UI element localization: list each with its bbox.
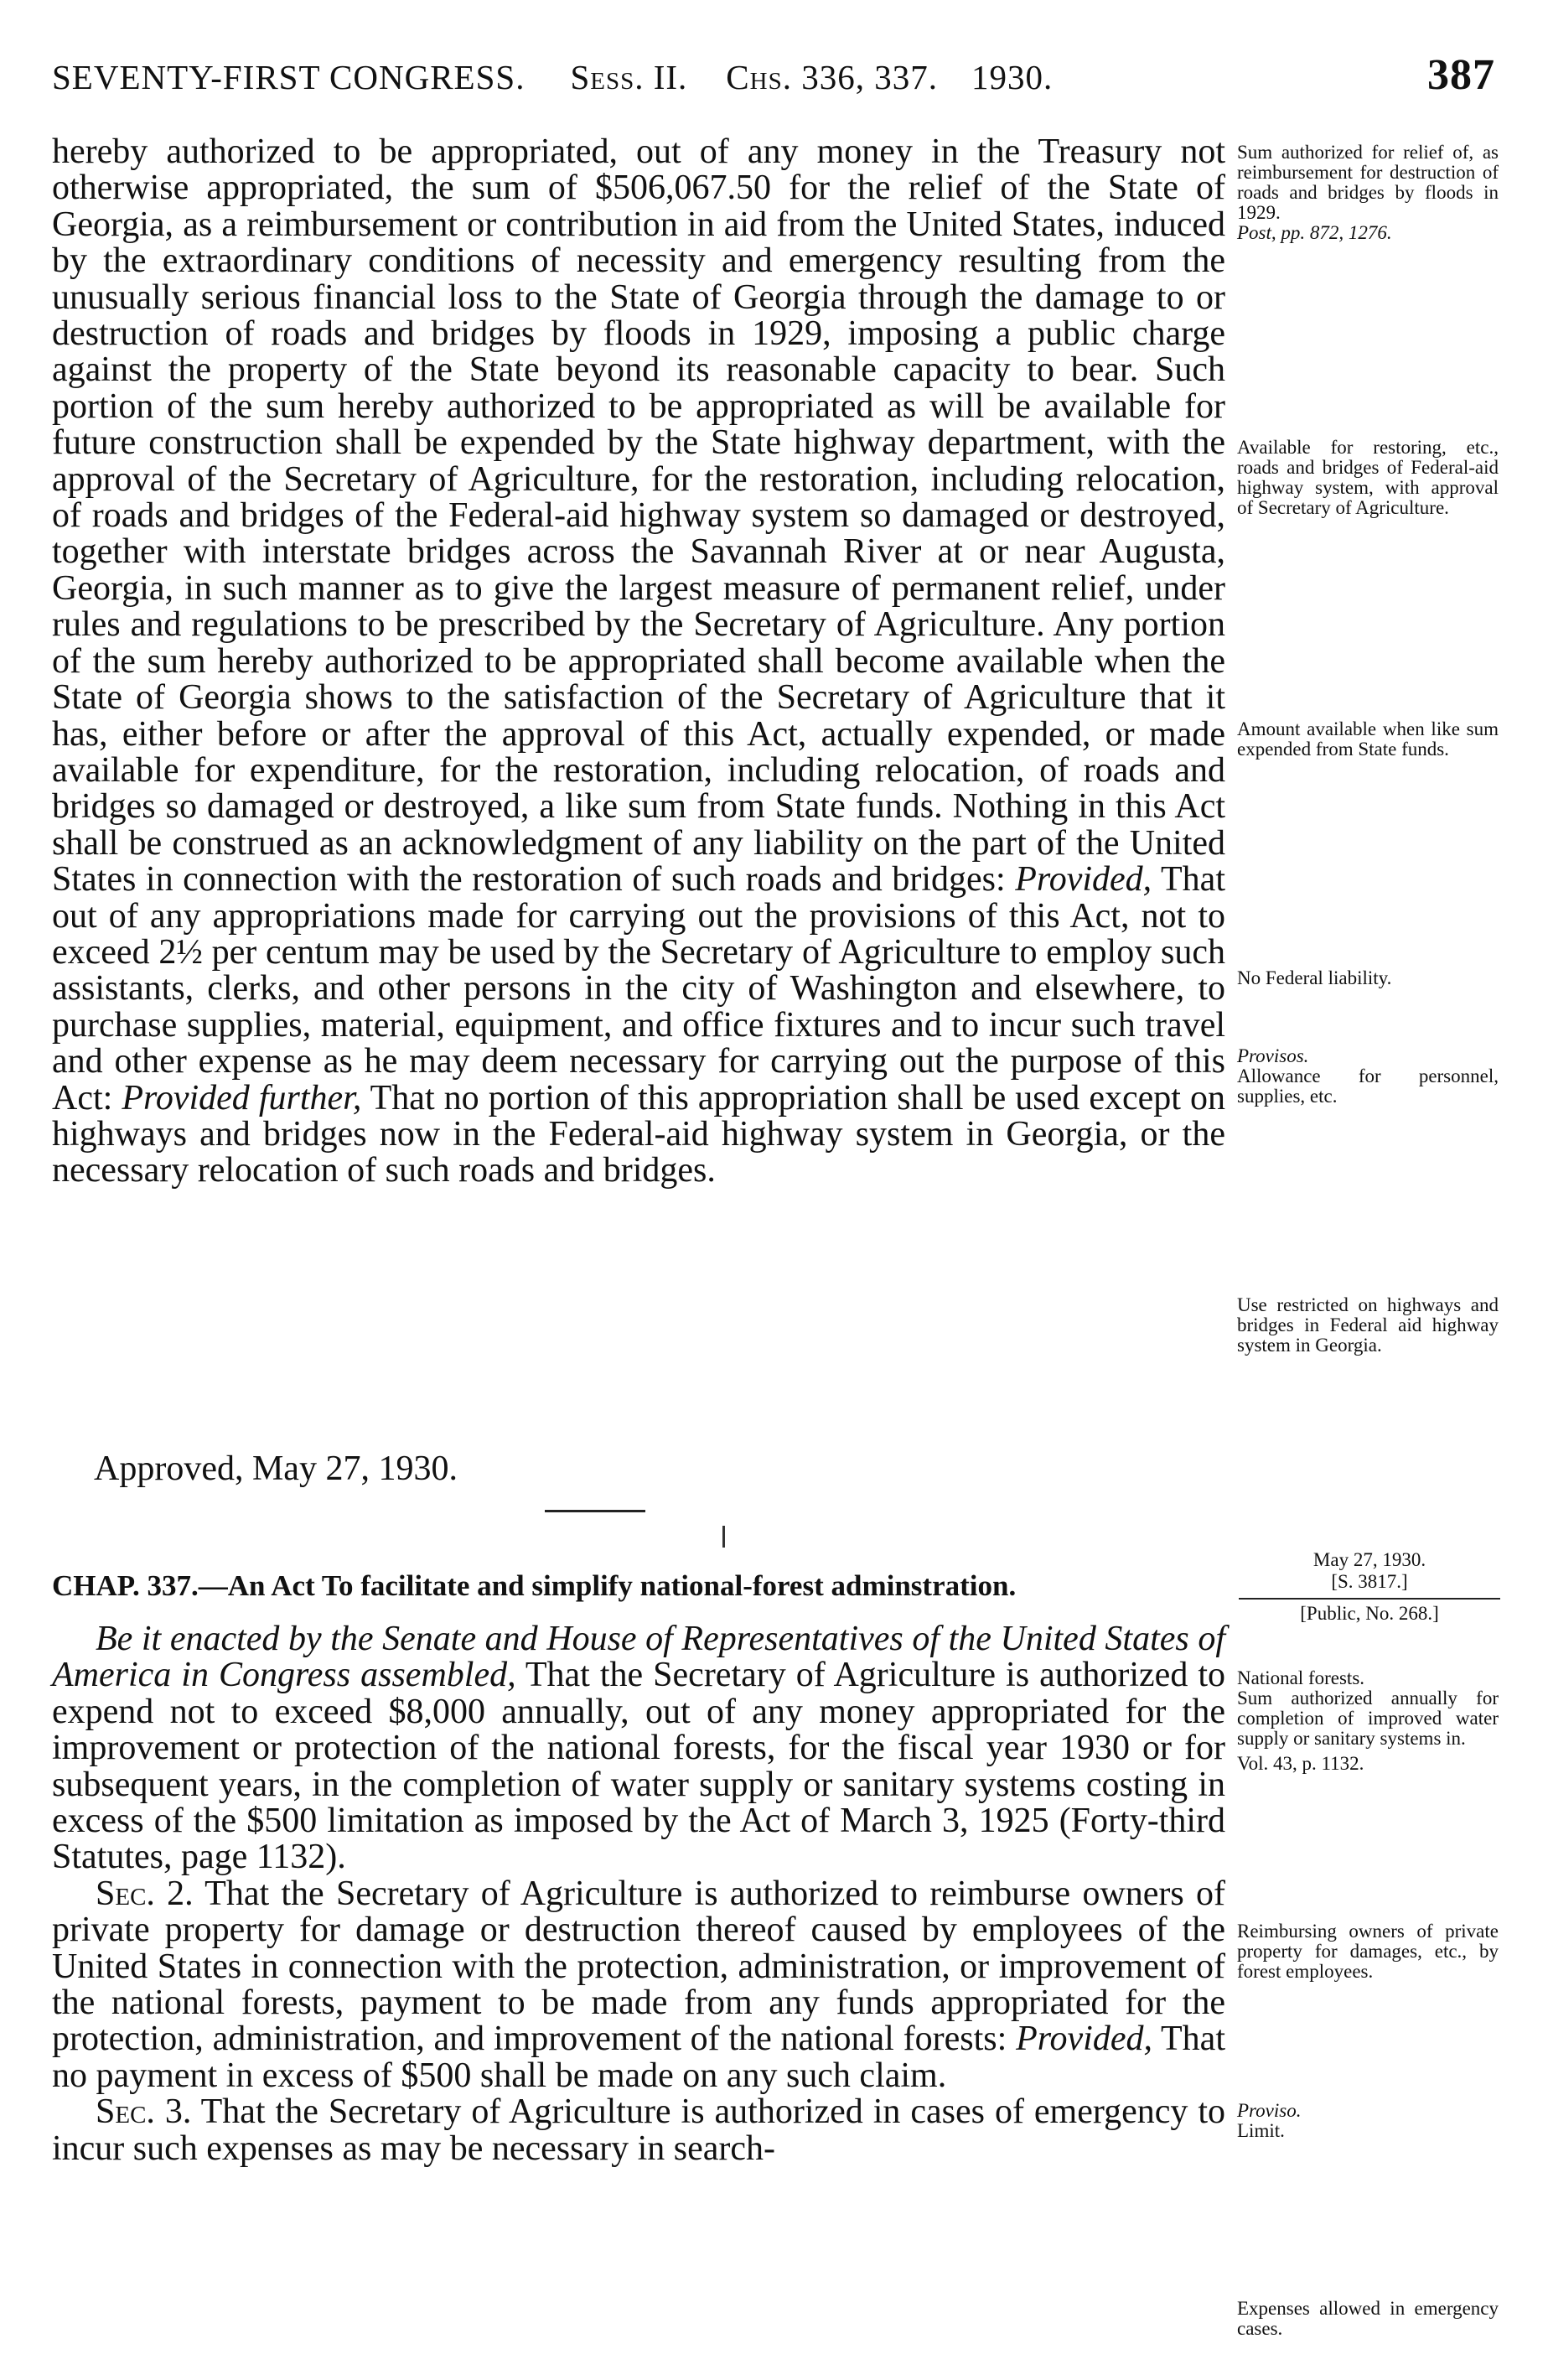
chapter-337-dateblock xyxy=(1239,1549,1500,1625)
chapter-336-text xyxy=(52,134,1225,1190)
section-2-label: Sec. 2. xyxy=(96,1874,194,1913)
margin-note-text: Limit. xyxy=(1237,2120,1285,2141)
chapter-number: CHAP. 337. xyxy=(52,1569,199,1602)
section-2 xyxy=(52,1876,1225,2094)
chapter-337-heading xyxy=(52,1569,1225,1603)
bill-number: [S. 3817.] xyxy=(1331,1571,1408,1592)
margin-note-limit xyxy=(1237,2101,1499,2141)
margin-note-amount-available xyxy=(1237,719,1499,760)
section-2-proviso: Provided, xyxy=(1016,2020,1152,2059)
margin-note-text: Amount available when like sum expended from State funds. xyxy=(1237,718,1499,760)
margin-note-allowance xyxy=(1237,1046,1499,1107)
print-mark xyxy=(722,1526,725,1548)
margin-note-text: Use restricted on highways and bridges in Federal aid highway system in Georgia. xyxy=(1237,1294,1499,1356)
margin-note-reference: Post, pp. 872, 1276. xyxy=(1237,222,1392,243)
margin-note-text: Allowance for personnel, supplies, etc. xyxy=(1237,1066,1499,1107)
margin-note-text: Reimbursing owners of private property for damages, etc., by forest employees. xyxy=(1237,1921,1499,1982)
section-3-label: Sec. 3. xyxy=(96,2092,192,2132)
chapter-title: —An Act To facilitate and simplify national-forest adminstration. xyxy=(198,1569,1017,1602)
margin-note-text: No Federal liability. xyxy=(1237,967,1392,988)
proviso-keyword: Provided, xyxy=(1015,860,1152,900)
section-3 xyxy=(52,2094,1225,2167)
page-number: 387 xyxy=(1427,51,1495,99)
margin-note-title: National forests. xyxy=(1237,1667,1365,1688)
running-header xyxy=(52,50,1495,109)
section-3-text: That the Secretary of Agriculture is authorized in cases of emergency to incur such expenses as may be necessary in search- xyxy=(52,2092,1225,2168)
body-text-1: hereby authorized to be appropriated, out of any money in the Treasury not otherwise appropriated, the sum of $506,067.50 for the relief of the State of Georgia, as a reimbursement or contribution in aid from the United States, induced by the extraordinary conditions of necessity and emergency resulting from the unusually serious financial loss to the State of Georgia through the damage to or destruction of roads and bridges by floods in 1929, imposing a public charge against the property of the State beyond its reasonable capacity to bear. Such portion of the sum hereby authorized to be appropriated as will be available for future construction shall be expended by the State highway department, with the approval of the Secretary of Agriculture, for the restoration, including relocation, of roads and bridges of the Federal-aid highway system so damaged or destroyed, together with interstate bridges across the Savannah River at or near Augusta, Georgia, in such manner as to give the largest measure of permanent relief, under rules and regulations to be prescribed by the Secretary of Agriculture. Any portion of the sum hereby authorized to be appropriated shall become available when the State of Georgia shows to the satisfaction of the Secretary of Agriculture that it has, either before or after the approval of this Act, actually expended, or made available for expenditure, for the restoration, including relocation, of roads and bridges so damaged or destroyed, a like sum from State funds. Nothing in this Act shall be construed as an acknowledgment of any liability on the part of the United States in connection with the restoration of such roads and bridges: xyxy=(52,132,1225,900)
body-paragraph xyxy=(52,134,1225,1190)
section-1 xyxy=(52,1621,1225,1876)
chapters-label: Chs. 336, 337. xyxy=(726,58,938,96)
margin-note-use-restricted xyxy=(1237,1295,1499,1356)
year-label: 1930. xyxy=(971,58,1054,96)
public-law-number: [Public, No. 268.] xyxy=(1300,1603,1439,1624)
margin-note-text: Expenses allowed in emergency cases. xyxy=(1237,2298,1499,2339)
margin-note-no-liability xyxy=(1237,968,1499,988)
margin-note-provisos: Provisos. xyxy=(1237,1045,1309,1066)
margin-note-reference: Vol. 43, p. 1132. xyxy=(1237,1753,1364,1774)
proviso-further-keyword: Provided further, xyxy=(122,1078,362,1117)
section-divider xyxy=(545,1510,645,1512)
body-text-3: That no portion of this appropriation shall be used except on highways and bridges now in the Federal-aid highway system in Georgia, or the necessary relocation of such roads and bridges. xyxy=(52,1078,1225,1190)
margin-note-national-forests xyxy=(1237,1668,1499,1774)
margin-note-restoring xyxy=(1237,438,1499,518)
margin-note-text: Available for restoring, etc., roads and bridges of Federal-aid highway system, with approval of Secretary of Agriculture. xyxy=(1237,437,1499,518)
margin-note-relief xyxy=(1237,143,1499,243)
margin-note-text: Sum authorized annually for completion of improved water supply or sanitary systems in. xyxy=(1237,1688,1499,1749)
approval-line: Approved, May 27, 1930. xyxy=(94,1449,458,1488)
section-1-text: That the Secretary of Agriculture is authorized to expend not to exceed $8,000 annually, out of any money appropriated for the improvement or protection of the national forests, for the fiscal year 1930 or for subsequent years, in the completion of water supply or sanitary systems costing in excess of the $500 limitation as imposed by the Act of March 3, 1925 (Forty-third Statutes, page 1132). xyxy=(52,1656,1226,1877)
congress-title: SEVENTY-FIRST CONGRESS. xyxy=(52,58,525,96)
approval-date: May 27, 1930. xyxy=(1312,1549,1426,1570)
session-label: Sess. II. xyxy=(570,58,688,96)
enacting-clause: Be it enacted by the Senate and House of Representatives of the United States of America in Congress assembled, xyxy=(52,1620,1225,1695)
body-text-2: That out of any appropriations made for carrying out the provisions of this Act, not to exceed 2½ per centum may be used by the Secretary of Agriculture to employ such assistants, clerks, and other persons in the city of Washington and elsewhere, to purchase supplies, material, equipment, and office fixtures and to incur such travel and other expense as he may deem necessary for carrying out the purpose of this Act: xyxy=(52,860,1225,1117)
margin-note-emergency xyxy=(1237,2299,1499,2339)
margin-note-text: Sum authorized for relief of, as reimbursement for destruction of roads and bridges by floods in 1929. xyxy=(1237,142,1499,223)
dateblock-rule xyxy=(1239,1598,1500,1600)
section-2-text: That the Secretary of Agriculture is authorized to reimburse owners of private property for damage or destruction thereof caused by employees of the United States in connection with the protection, administration, or improvement of the national forests, payment to be made from any funds appropriated for the protection, administration, and improvement of the national forests: xyxy=(52,1874,1225,2059)
margin-note-reimbursing xyxy=(1237,1921,1499,1982)
margin-note-proviso: Proviso. xyxy=(1237,2100,1302,2121)
chapter-337-text xyxy=(52,1621,1225,2167)
section-2-limit-text: That no payment in excess of $500 shall be made on any such claim. xyxy=(52,2020,1225,2095)
